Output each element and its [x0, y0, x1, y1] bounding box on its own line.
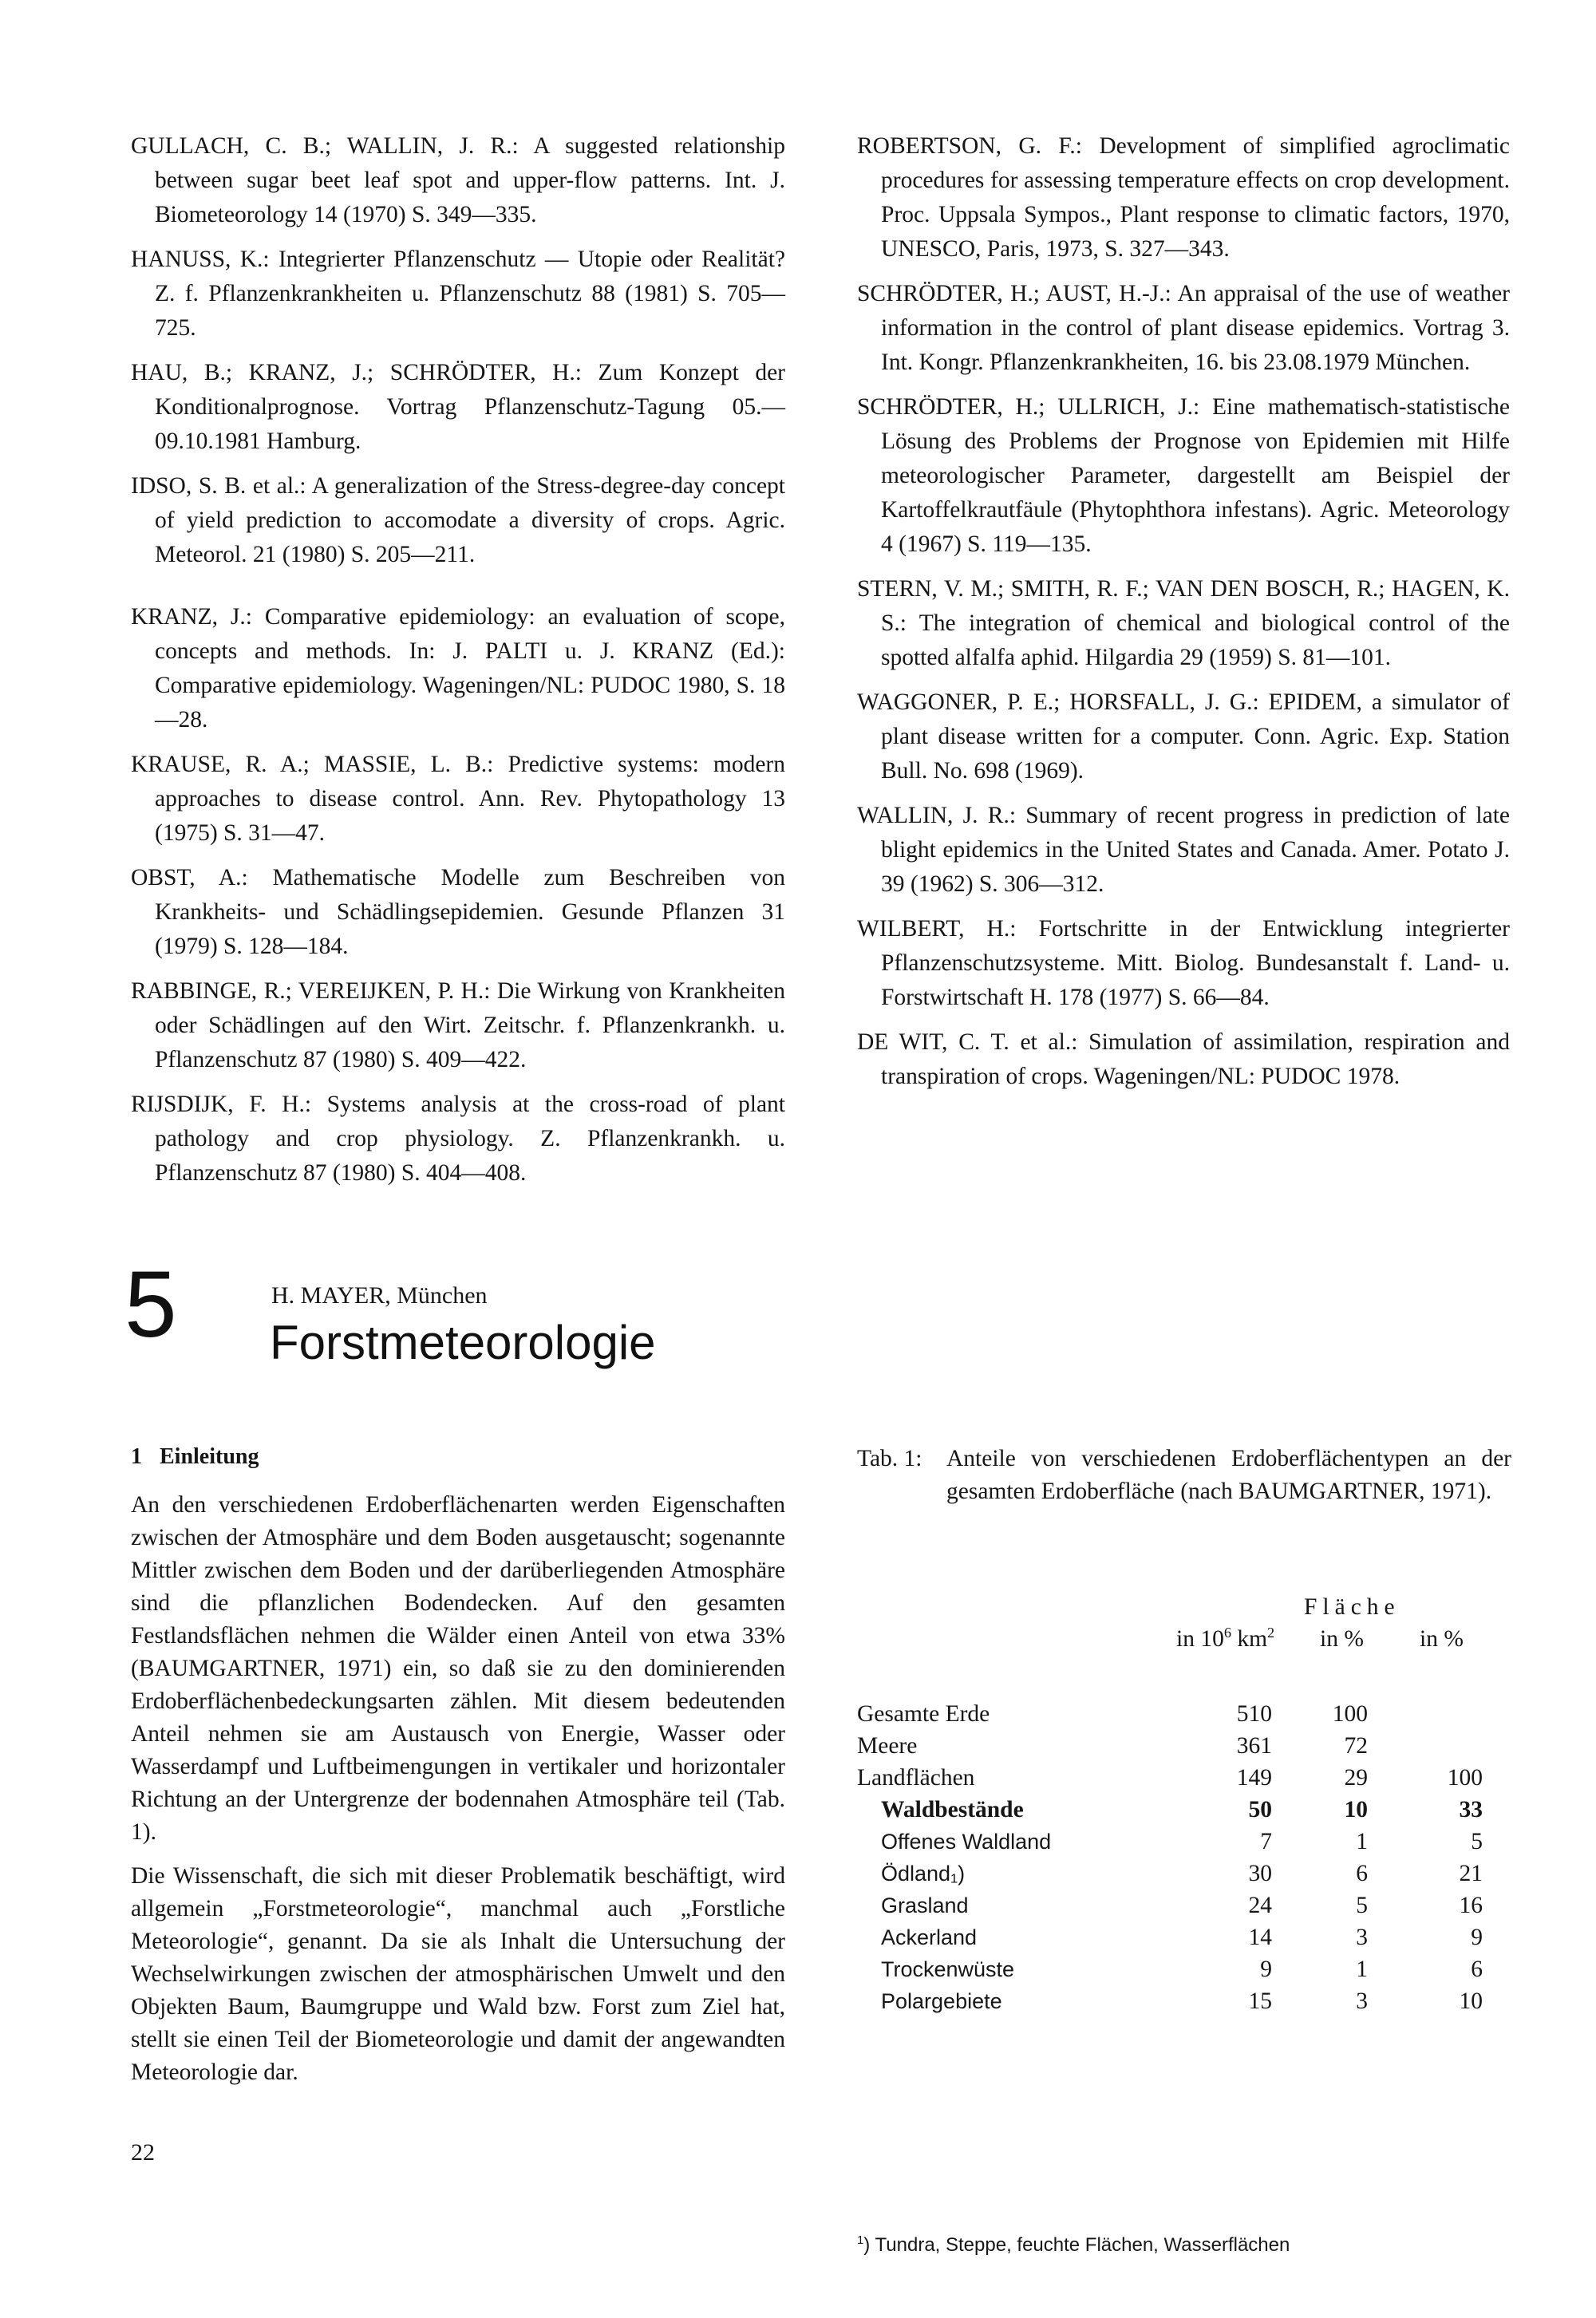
chapter-author: H. MAYER, München [271, 1282, 488, 1309]
body-paragraph: An den verschiedenen Erdoberflächenarten werden Eigenschaften zwischen der Atmosphäre und dem Boden ausgetauscht; sogenannte Mittler zwischen dem Boden und der darüberliegenden Atmosphäre sind die pflanzlichen Bodendecken. Auf den gesamten Festlandsflächen nehmen die Wälder einen Anteil von etwa 33% (BAUMGARTNER, 1971) ein, so daß sie zu den dominierenden Erdoberflächenbedeckungsarten zählen. Mit diesem bedeutenden Anteil nehmen sie am Austausch von Energie, Wasser oder Wasserdampf und Luftbeimengungen in vertikaler und horizontaler Richtung an der Untergrenze der bodennahen Atmosphäre teil (Tab. 1). [131, 1492, 785, 1845]
chapter-number: 5 [124, 1252, 177, 1357]
reference-entry: OBST, A.: Mathematische Modelle zum Beschreiben von Krankheits- und Schädlingsepidemien. Gesunde Pflanzen 31 (1979) S. 128—184. [131, 865, 785, 959]
section-title: Einleitung [160, 1444, 259, 1469]
table-row: Polargebiete 15 3 10 [881, 1988, 1483, 2014]
table-row: Offenes Waldland 7 1 5 [881, 1829, 1483, 1854]
table-label: Tab. 1: [857, 1446, 922, 1471]
reference-entry: WAGGONER, P. E.; HORSFALL, J. G.: EPIDEM, a simulator of plant disease written for a computer. Conn. Agric. Exp. Station Bull. No. 698 (1969). [857, 689, 1510, 784]
reference-entry: SCHRÖDTER, H.; ULLRICH, J.: Eine mathematisch-statistische Lösung des Problems der Prognose von Epidemien mit Hilfe meteorologischer Parameter, dargestellt am Beispiel der Kartoffelkrautfäule (Phytophthora infestans). Agric. Meteorology 4 (1967) S. 119—135. [857, 394, 1510, 557]
table-row: Ackerland 14 3 9 [881, 1925, 1483, 1950]
reference-entry: DE WIT, C. T. et al.: Simulation of assimilation, respiration and transpiration of crops. Wageningen/NL: PUDOC 1978. [857, 1029, 1510, 1089]
reference-gap [131, 582, 785, 600]
reference-entry: KRANZ, J.: Comparative epidemiology: an evaluation of scope, concepts and methods. In: J. PALTI u. J. KRANZ (Ed.): Comparative epidemiology. Wageningen/NL: PUDOC 1980, S. 18—28. [131, 604, 785, 733]
section-number: 1 [131, 1444, 142, 1469]
reference-entry: ROBERTSON, G. F.: Development of simplified agroclimatic procedures for assessing temperature effects on crop development. Proc. Uppsala Sympos., Plant response to climatic factors, 1970, UNESCO, Paris, 1973, S. 327—343. [857, 133, 1510, 262]
table-caption [857, 1443, 1511, 1508]
table-row: Landflächen 149 29 100 [857, 1765, 1483, 1791]
reference-entry: STERN, V. M.; SMITH, R. F.; VAN DEN BOSCH, R.; HAGEN, K. S.: The integration of chemical and biological control of the spotted alfalfa aphid. Hilgardia 29 (1959) S. 81—101. [857, 576, 1510, 670]
reference-entry: IDSO, S. B. et al.: A generalization of the Stress-degree-day concept of yield prediction to accomodate a diversity of crops. Agric. Meteorol. 21 (1980) S. 205—211. [131, 473, 785, 567]
reference-entry: RIJSDIJK, F. H.: Systems analysis at the cross-road of plant pathology and crop physiology. Z. Pflanzenkrankh. u. Pflanzenschutz 87 (1980) S. 404—408. [131, 1092, 785, 1186]
table-row: Trockenwüste 9 1 6 [881, 1957, 1483, 1982]
table-row: Meere 361 72 [857, 1733, 1368, 1759]
column-header-percent-land: in % [1420, 1626, 1464, 1652]
table-block [857, 1443, 1511, 2256]
reference-entry: RABBINGE, R.; VEREIJKEN, P. H.: Die Wirkung von Krankheiten oder Schädlingen auf den Wirt. Zeitschr. f. Pflanzenkrankh. u. Pflanzenschutz 87 (1980) S. 409—422. [131, 978, 785, 1072]
section-heading [131, 1443, 785, 1471]
table-group-header: Fläche [1304, 1594, 1400, 1620]
column-header-area: in $10^6$ $km^2$ [1176, 1625, 1275, 1652]
references-right-column [857, 129, 1510, 1104]
reference-entry: HANUSS, K.: Integrierter Pflanzenschutz — Utopie oder Realität? Z. f. Pflanzenkrankheiten u. Pflanzenschutz 88 (1981) S. 705—725. [131, 247, 785, 341]
table-row: Gesamte Erde 510 100 [857, 1701, 1368, 1727]
reference-entry: HAU, B.; KRANZ, J.; SCHRÖDTER, H.: Zum Konzept der Konditionalprognose. Vortrag Pflanzenschutz-Tagung 05.—09.10.1981 Hamburg. [131, 360, 785, 454]
chapter-title: Forstmeteorologie [270, 1316, 656, 1369]
references-left-column [131, 129, 785, 1201]
column-header-percent-earth: in % [1320, 1626, 1364, 1652]
table-caption-text: Anteile von verschiedenen Erdoberflächentypen an der gesamten Erdoberfläche (nach BAUMGARTNER, 1971). [946, 1446, 1511, 1504]
table-row: Waldbestände 50 10 33 [881, 1797, 1483, 1822]
table-footnote: $^1$) Tundra, Steppe, feuchte Flächen, Wasserflächen [857, 2234, 1290, 2256]
reference-entry: WILBERT, H.: Fortschritte in der Entwicklung integrierter Pflanzenschutzsysteme. Mitt. Biolog. Bundesanstalt f. Land- u. Forstwirtschaft H. 178 (1977) S. 66—84. [857, 916, 1510, 1010]
reference-entry: SCHRÖDTER, H.; AUST, H.-J.: An appraisal of the use of weather information in the control of plant disease epidemics. Vortrag 3. Int. Kongr. Pflanzenkrankheiten, 16. bis 23.08.1979 München. [857, 281, 1510, 375]
introduction-section [131, 1443, 785, 2100]
body-paragraph: Die Wissenschaft, die sich mit dieser Problematik beschäftigt, wird allgemein „Forstmeteorologie“, manchmal auch „Forstliche Meteorologie“, genannt. Da sie als Inhalt die Untersuchung der Wechselwirkungen zwischen der atmosphärischen Umwelt und den Objekten Baum, Baumgruppe und Wald bzw. Forst zum Ziel hat, stellt sie einen Teil der Biometeorologie und damit der angewandten Meteorologie dar. [131, 1863, 785, 2085]
reference-entry: GULLACH, C. B.; WALLIN, J. R.: A suggested relationship between sugar beet leaf spot and upper-flow patterns. Int. J. Biometeorology 14 (1970) S. 349—335. [131, 133, 785, 227]
table-row: Ödland₁) 30 6 21 [881, 1861, 1483, 1886]
reference-entry: KRAUSE, R. A.; MASSIE, L. B.: Predictive systems: modern approaches to disease control. Ann. Rev. Phytopathology 13 (1975) S. 31—47. [131, 752, 785, 846]
reference-entry: WALLIN, J. R.: Summary of recent progress in prediction of late blight epidemics in the United States and Canada. Amer. Potato J. 39 (1962) S. 306—312. [857, 803, 1510, 897]
page-number: 22 [131, 2139, 155, 2166]
table-row: Grasland 24 5 16 [881, 1893, 1483, 1918]
